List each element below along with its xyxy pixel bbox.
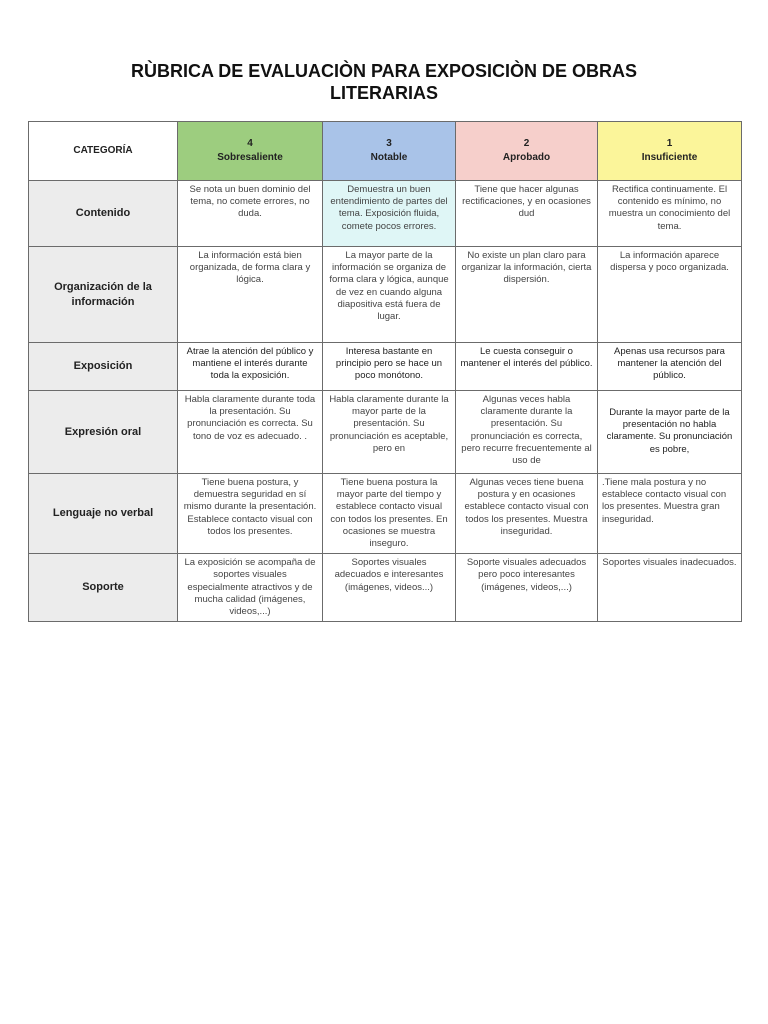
- category-header: CATEGORÍA: [29, 122, 178, 181]
- row-category: Exposición: [29, 343, 178, 391]
- row-category: Contenido: [29, 181, 178, 247]
- rubric-cell: La mayor parte de la información se organiza de forma clara y lógica, aunque de vez en cuando alguna diapositiva está fuera de lugar.: [323, 247, 456, 343]
- table-row: [29, 247, 742, 343]
- level-header-3: [323, 122, 456, 181]
- rubric-table: [28, 121, 742, 622]
- rubric-cell: Tiene buena postura la mayor parte del tiempo y establece contacto visual con todos los presentes. En ocasiones se muestra inseguro.: [323, 474, 456, 554]
- rubric-cell: Habla claramente durante toda la presentación. Su pronunciación es correcta. Su tono de voz es adecuado. .: [178, 391, 323, 474]
- row-category: Soporte: [29, 554, 178, 622]
- table-row: [29, 474, 742, 554]
- title-line-2: LITERARIAS: [330, 83, 438, 103]
- rubric-cell: Rectifica continuamente. El contenido es mínimo, no muestra un conocimiento del tema.: [598, 181, 742, 247]
- table-row: [29, 391, 742, 474]
- rubric-cell: Soportes visuales inadecuados.: [598, 554, 742, 622]
- rubric-cell: Algunas veces habla claramente durante la presentación. Su pronunciación es correcta, pero recurre frecuentemente al uso de: [456, 391, 598, 474]
- rubric-cell: Soporte visuales adecuados pero poco interesantes (imágenes, videos,...): [456, 554, 598, 622]
- rubric-cell: Tiene buena postura, y demuestra seguridad en sí mismo durante la presentación. Establece contacto visual con todos los presentes.: [178, 474, 323, 554]
- level-label: Sobresaliente: [217, 152, 283, 163]
- rubric-cell: Demuestra un buen entendimiento de partes del tema. Exposición fluida, comete pocos errores.: [323, 181, 456, 247]
- level-score: 3: [386, 138, 392, 149]
- table-row: [29, 181, 742, 247]
- document-title: [100, 60, 668, 104]
- row-category: Expresión oral: [29, 391, 178, 474]
- level-header-1: [598, 122, 742, 181]
- rubric-cell: La exposición se acompaña de soportes visuales especialmente atractivos y de mucha calidad (imágenes, videos,...): [178, 554, 323, 622]
- rubric-cell: Soportes visuales adecuados e interesantes (imágenes, videos...): [323, 554, 456, 622]
- rubric-cell: La información está bien organizada, de forma clara y lógica.: [178, 247, 323, 343]
- rubric-cell: No existe un plan claro para organizar la información, cierta dispersión.: [456, 247, 598, 343]
- rubric-cell: Interesa bastante en principio pero se hace un poco monótono.: [323, 343, 456, 391]
- rubric-cell: Atrae la atención del público y mantiene el interés durante toda la exposición.: [178, 343, 323, 391]
- level-header-4: [178, 122, 323, 181]
- table-row: [29, 554, 742, 622]
- table-row: [29, 343, 742, 391]
- level-score: 2: [523, 138, 530, 149]
- rubric-cell: Algunas veces tiene buena postura y en ocasiones establece contacto visual con todos los presentes. Muestra inseguridad.: [456, 474, 598, 554]
- level-label: Notable: [370, 152, 408, 163]
- level-header-2: [456, 122, 598, 181]
- rubric-cell: Se nota un buen dominio del tema, no comete errores, no duda.: [178, 181, 323, 247]
- rubric-cell: Le cuesta conseguir o mantener el interés del público.: [456, 343, 598, 391]
- rubric-cell: Tiene que hacer algunas rectificaciones, y en ocasiones dud: [456, 181, 598, 247]
- rubric-cell: Durante la mayor parte de la presentación no habla claramente. Su pronunciación es pobre,: [598, 391, 742, 474]
- rubric-cell: Habla claramente durante la mayor parte de la presentación. Su pronunciación es aceptable, pero en: [323, 391, 456, 474]
- header-row: [29, 122, 742, 181]
- level-score: 4: [247, 138, 253, 149]
- row-category: Lenguaje no verbal: [29, 474, 178, 554]
- level-score: 1: [666, 138, 673, 149]
- title-line-1: RÙBRICA DE EVALUACIÒN PARA EXPOSICIÒN DE OBRAS: [130, 61, 638, 81]
- rubric-cell: Apenas usa recursos para mantener la atención del público.: [598, 343, 742, 391]
- level-label: Insuficiente: [641, 152, 698, 163]
- row-category: Organización de la información: [29, 247, 178, 343]
- rubric-cell: La información aparece dispersa y poco organizada.: [598, 247, 742, 343]
- level-label: Aprobado: [502, 152, 551, 163]
- rubric-cell: .Tiene mala postura y no establece contacto visual con los presentes. Muestra gran inseguridad.: [598, 474, 742, 554]
